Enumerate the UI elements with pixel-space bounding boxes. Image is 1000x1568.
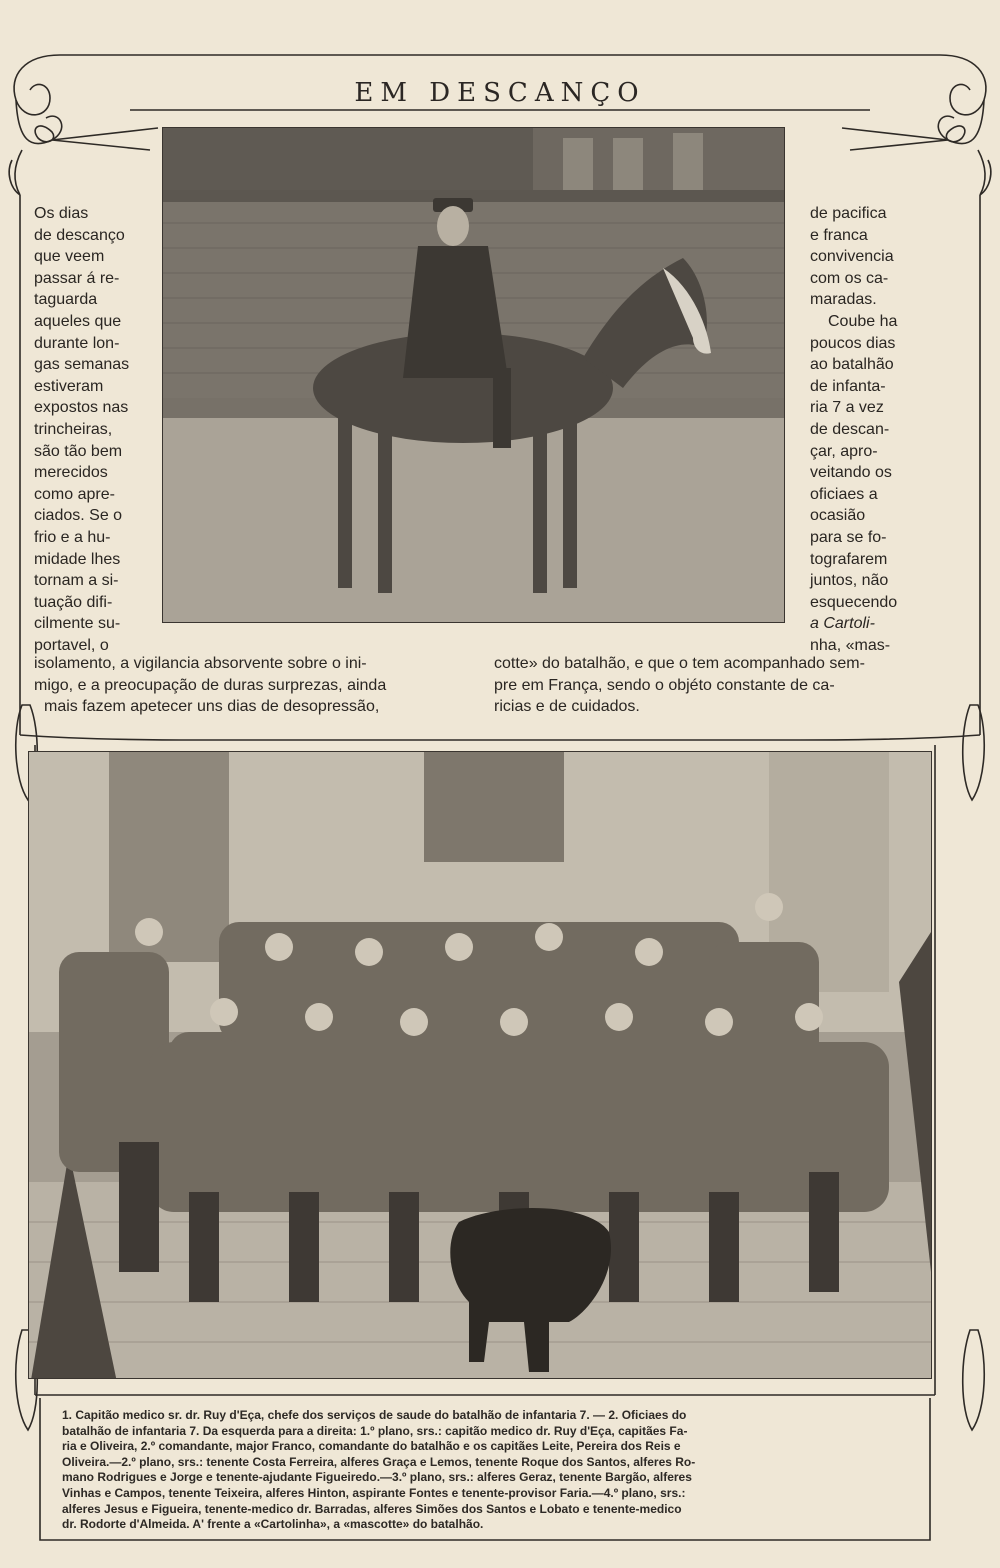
text-line: esquecendo: [810, 593, 898, 611]
text-line: merecidos: [34, 464, 108, 482]
text-line: que veem: [34, 248, 105, 266]
text-line: e franca: [810, 226, 868, 244]
text-line: com os ca-: [810, 269, 889, 287]
text-line: trincheiras,: [34, 420, 113, 438]
article-bottom-right: [494, 653, 924, 718]
text-line: são tão bem: [34, 442, 123, 460]
text-line: migo, e a preocupação de duras surprezas, ainda: [34, 676, 387, 694]
text-line: tornam a si-: [34, 572, 119, 590]
battalion-officers-group-photo: [28, 751, 932, 1379]
text-line: tografarem: [810, 550, 888, 568]
caption-line: Oliveira.—2.º plano, srs.: tenente Costa Ferreira, alferes Graça e Lemos, tenente Roque dos Santos, alferes Ro-: [62, 1454, 696, 1469]
text-line: pre em França, sendo o objéto constante de ca-: [494, 676, 835, 694]
text-line: durante lon-: [34, 334, 120, 352]
text-line: estiveram: [34, 377, 104, 395]
text-line: a Cartoli-: [810, 615, 875, 633]
caption-line: alferes Jesus e Figueira, tenente-medico dr. Barradas, alferes Simões dos Santos e Lobato e tenente-medico: [62, 1501, 682, 1516]
text-line: ao batalhão: [810, 356, 894, 374]
text-line: ocasião: [810, 507, 866, 525]
article-left-column: [34, 203, 140, 656]
text-line: passar á re-: [34, 269, 120, 287]
text-line: para se fo-: [810, 528, 887, 546]
text-line: como apre-: [34, 485, 115, 503]
text-line: de infanta-: [810, 377, 886, 395]
text-line: frio e a hu-: [34, 528, 111, 546]
article-right-column: [810, 203, 914, 656]
page-title: EM DESCANÇO: [354, 78, 646, 108]
text-line: expostos nas: [34, 399, 129, 417]
text-line: Os dias: [34, 205, 89, 222]
caption-line: ria e Oliveira, 2.º comandante, major Franco, comandante do batalhão e os capitães Leite, Pereira dos Reis e: [62, 1439, 681, 1454]
caption-line: dr. Rodorte d'Almeida. A' frente a «Cartolinha», a «mascotte» do batalhão.: [62, 1517, 484, 1532]
text-line: juntos, não: [810, 572, 889, 590]
text-line: cotte» do batalhão, e que o tem acompanhado sem-: [494, 655, 865, 672]
text-line: cilmente su-: [34, 615, 121, 633]
text-line: Coube ha: [828, 312, 898, 330]
text-line: de pacifica: [810, 205, 887, 222]
text-line: çar, apro-: [810, 442, 878, 460]
text-line: portavel, o: [34, 636, 109, 654]
text-line: veitando os: [810, 464, 892, 482]
text-line: mais fazem apetecer uns dias de desopressão,: [44, 698, 380, 716]
text-line: gas semanas: [34, 356, 130, 374]
text-line: aqueles que: [34, 312, 122, 330]
caption-line: 1. Capitão medico sr. dr. Ruy d'Eça, chefe dos serviços de saude do batalhão de infantaria 7. — 2. Oficiaes do: [62, 1408, 687, 1422]
text-line: oficiaes a: [810, 485, 878, 503]
text-line: poucos dias: [810, 334, 896, 352]
text-line: tuação difi-: [34, 593, 113, 611]
text-line: midade lhes: [34, 550, 121, 568]
text-line: maradas.: [810, 291, 877, 309]
photo-caption: [62, 1408, 880, 1533]
article-bottom-left: [34, 653, 464, 718]
text-line: isolamento, a vigilancia absorvente sobre o ini-: [34, 655, 367, 672]
text-line: de descanço: [34, 226, 125, 244]
caption-line: batalhão de infantaria 7. Da esquerda para a direita: 1.º plano, srs.: capitão medico dr. Ruy d'Eça, capitães Fa-: [62, 1423, 688, 1438]
text-line: ricias e de cuidados.: [494, 698, 640, 716]
caption-line: Vinhas e Campos, tenente Teixeira, alferes Hinton, aspirante Fontes e tenente-provisor Faria.—4.º plano, srs.:: [62, 1485, 686, 1500]
text-line: ciados. Se o: [34, 507, 123, 525]
caption-line: mano Rodrigues e Jorge e tenente-ajudante Figueiredo.—3.º plano, srs.: alferes Geraz, tenente Bargão, alferes: [62, 1470, 692, 1485]
text-line: ria 7 a vez: [810, 399, 884, 417]
text-line: nha, «mas-: [810, 636, 891, 654]
text-line: taguarda: [34, 291, 98, 309]
text-line: convivencia: [810, 248, 894, 266]
officer-on-horse-photo: [162, 127, 785, 623]
text-line: de descan-: [810, 420, 890, 438]
